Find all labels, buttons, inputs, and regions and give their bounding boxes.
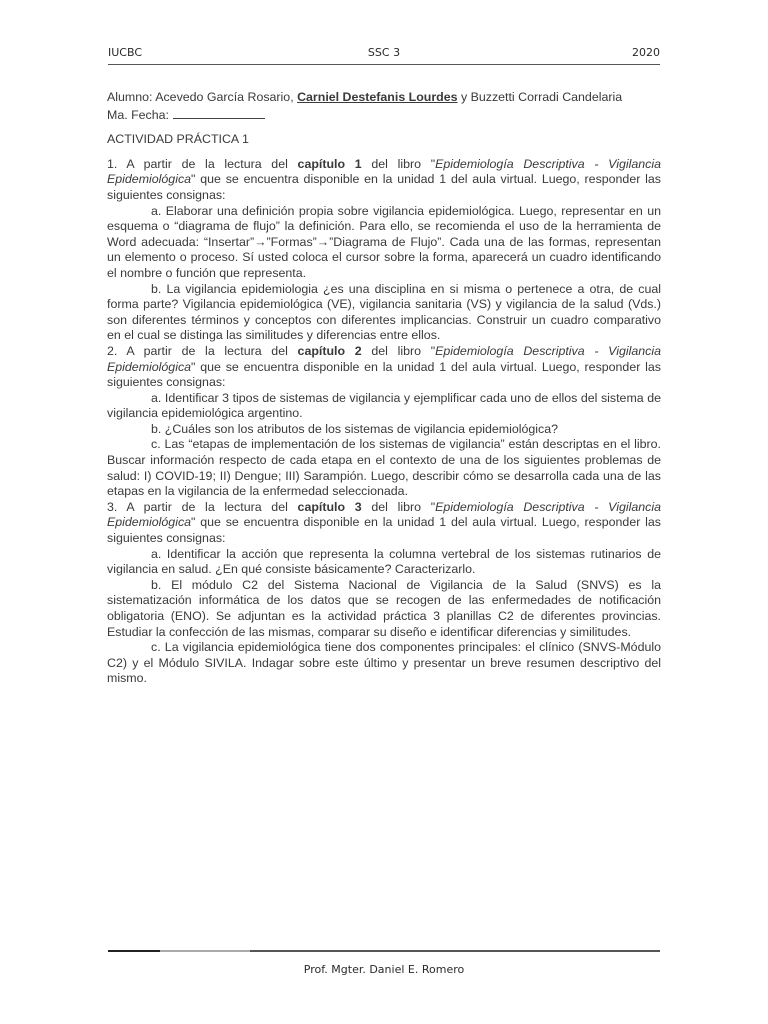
question-2-intro — [107, 344, 661, 391]
students-line — [107, 90, 661, 106]
q3-chapter: capítulo 3 — [297, 499, 362, 514]
q2-book-title: Epidemiología Descriptiva - Vigilancia Epidemiológica — [107, 343, 661, 374]
question-3-intro — [107, 500, 661, 547]
q2-intro-pre: 2. A partir de la lectura del — [107, 343, 298, 358]
q2-chapter: capítulo 2 — [297, 343, 362, 358]
students-prefix: Alumno: Acevedo García Rosario, — [107, 90, 298, 104]
question-1b: b. La vigilancia epidemiologia ¿es una disciplina en si misma o pertenece a otra, de cual forma parte? Vigilancia epidemiológica (VE), vigilancia sanitaria (VS) y vigilancia de la salud (Vds.) son diferentes términos y conceptos con diferentes implicancias. Construir un cuadro comparativo en el cual se distinga las similitudes y diferencias entre ellos. — [107, 281, 661, 343]
q1-intro-pre: 1. A partir de la lectura del — [107, 156, 298, 171]
q2-intro-mid: del libro " — [361, 343, 436, 358]
header-course: SSC 3 — [367, 46, 401, 59]
q3-intro-mid: del libro " — [361, 499, 436, 514]
students-suffix: y Buzzetti Corradi Candelaria — [457, 90, 623, 104]
footer-divider — [108, 950, 660, 952]
q3-book-title: Epidemiología Descriptiva - Vigilancia Epidemiológica — [107, 499, 661, 530]
question-2a: a. Identificar 3 tipos de sistemas de vigilancia y ejemplificar cada uno de ellos del sistema de vigilancia epidemiológica argentino. — [107, 390, 661, 421]
question-3a: a. Identificar la acción que representa la columna vertebral de los sistemas rutinarios de vigilancia en salud. ¿En qué consiste básicamente? Caracterizarlo. — [107, 546, 661, 577]
question-1a: a. Elaborar una definición propia sobre vigilancia epidemiológica. Luego, representar en un esquema o “diagrama de flujo” la definición. Para ello, se recomienda el uso de la herramienta de Word adecuada: “Insertar”→”Formas”→”Diagrama de Flujo”. Cada una de las formas, representan un elemento o proceso. Sí usted coloca el cursor sobre la forma, aparecerá un cuadro identificando el nombre o función que representa. — [107, 203, 661, 280]
q3-intro-post: " que se encuentra disponible en la unidad 1 del aula virtual. Luego, responder las siguientes consignas: — [107, 515, 661, 546]
header-divider — [108, 64, 660, 65]
question-3c: c. La vigilancia epidemiológica tiene dos componentes principales: el clínico (SNVS-Módulo C2) y el Módulo SIVILA. Indagar sobre este último y presentar un breve resumen descriptivo del mismo. — [107, 640, 661, 686]
activity-title: ACTIVIDAD PRÁCTICA 1 — [107, 132, 249, 147]
footer-professor: Prof. Mgter. Daniel E. Romero — [303, 963, 465, 976]
header-institution: IUCBC — [108, 46, 143, 59]
date-label: Ma. Fecha: — [107, 107, 169, 122]
date-blank — [173, 106, 265, 119]
document-body — [107, 90, 661, 687]
page-header — [108, 46, 660, 64]
question-1-intro — [107, 157, 661, 204]
question-3b: b. El módulo C2 del Sistema Nacional de Vigilancia de la Salud (SNVS) es la sistematización informática de los datos que se recogen de las enfermedades de notificación obligatoria (ENO). Se adjuntan es la actividad práctica 3 planillas C2 de diferentes provincias. Estudiar la confección de las mismas, comparar su diseño e identificar diferencias y similitudes. — [107, 577, 661, 639]
q1-intro-mid: del libro " — [361, 156, 436, 171]
question-2b: b. ¿Cuáles son los atributos de los sistemas de vigilancia epidemiológica? — [151, 421, 559, 436]
highlighted-student: Carniel Destefanis Lourdes — [297, 90, 458, 104]
q3-intro-pre: 3. A partir de la lectura del — [107, 499, 298, 514]
question-2c: c. Las “etapas de implementación de los sistemas de vigilancia” están descriptas en el libro. Buscar información respecto de cada etapa en el contexto de una de los siguientes problemas de salud: I) COVID-19; II) Dengue; III) Sarampión. Luego, describir cómo se desarrolla cada una de las etapas en la vigilancia de la enfermedad seleccionada. — [107, 437, 661, 499]
q1-book-title: Epidemiología Descriptiva - Vigilancia Epidemiológica — [107, 156, 661, 187]
header-year: 2020 — [632, 46, 660, 59]
q1-chapter: capítulo 1 — [297, 156, 362, 171]
q2-intro-post: " que se encuentra disponible en la unidad 1 del aula virtual. Luego, responder las siguientes consignas: — [107, 359, 661, 390]
q1-intro-post: " que se encuentra disponible en la unidad 1 del aula virtual. Luego, responder las siguientes consignas: — [107, 172, 661, 202]
date-line — [107, 106, 661, 124]
